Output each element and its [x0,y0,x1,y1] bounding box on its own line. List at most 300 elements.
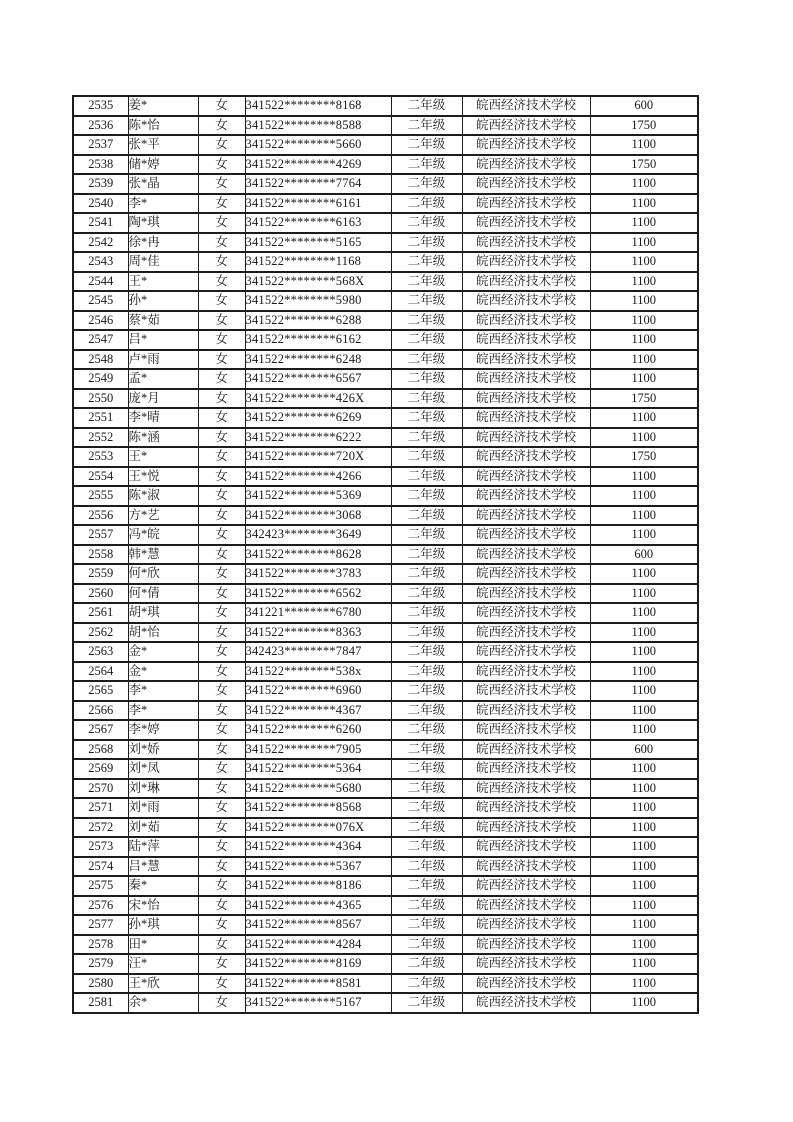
cell-name: 徐*冉 [128,233,198,253]
cell-gender: 女 [198,389,245,409]
cell-serial: 2568 [73,740,128,760]
table-row [73,252,698,272]
cell-id: 341522********4284 [245,935,391,955]
table-row [73,525,698,545]
cell-id: 341522********6163 [245,213,391,233]
cell-amount: 1100 [590,291,698,311]
cell-grade: 二年级 [391,720,462,740]
cell-gender: 女 [198,311,245,331]
cell-id: 341522********3783 [245,564,391,584]
cell-serial: 2541 [73,213,128,233]
cell-amount: 1100 [590,954,698,974]
cell-amount: 1750 [590,389,698,409]
cell-gender: 女 [198,818,245,838]
cell-gender: 女 [198,135,245,155]
cell-id: 341522********6222 [245,428,391,448]
cell-name: 田* [128,935,198,955]
cell-serial: 2580 [73,974,128,994]
cell-id: 341522********6260 [245,720,391,740]
cell-grade: 二年级 [391,681,462,701]
cell-amount: 1100 [590,779,698,799]
cell-name: 陈*淑 [128,486,198,506]
cell-serial: 2558 [73,545,128,565]
cell-gender: 女 [198,330,245,350]
cell-school: 皖西经济技术学校 [462,759,590,779]
cell-gender: 女 [198,662,245,682]
cell-gender: 女 [198,759,245,779]
table-row [73,350,698,370]
cell-name: 王* [128,447,198,467]
cell-id: 341522********568X [245,272,391,292]
cell-grade: 二年级 [391,564,462,584]
cell-name: 余* [128,993,198,1013]
cell-school: 皖西经济技术学校 [462,350,590,370]
cell-name: 孙*琪 [128,915,198,935]
cell-name: 周*佳 [128,252,198,272]
cell-school: 皖西经济技术学校 [462,545,590,565]
cell-serial: 2536 [73,116,128,136]
cell-serial: 2538 [73,155,128,175]
cell-id: 341522********5165 [245,233,391,253]
cell-name: 秦* [128,876,198,896]
cell-serial: 2557 [73,525,128,545]
cell-school: 皖西经济技术学校 [462,272,590,292]
cell-grade: 二年级 [391,233,462,253]
cell-serial: 2535 [73,96,128,116]
cell-id: 342423********7847 [245,642,391,662]
cell-serial: 2567 [73,720,128,740]
table-row [73,935,698,955]
cell-id: 341522********4367 [245,701,391,721]
cell-serial: 2565 [73,681,128,701]
cell-school: 皖西经济技术学校 [462,174,590,194]
cell-amount: 1750 [590,155,698,175]
cell-name: 姜* [128,96,198,116]
cell-grade: 二年级 [391,642,462,662]
cell-gender: 女 [198,194,245,214]
cell-id: 341522********7764 [245,174,391,194]
table-row [73,584,698,604]
cell-school: 皖西经济技术学校 [462,603,590,623]
table-row [73,233,698,253]
table-row [73,428,698,448]
cell-amount: 1100 [590,252,698,272]
cell-gender: 女 [198,96,245,116]
cell-id: 341522********8581 [245,974,391,994]
cell-name: 刘*雨 [128,798,198,818]
cell-amount: 1100 [590,837,698,857]
cell-amount: 600 [590,96,698,116]
cell-school: 皖西经济技术学校 [462,720,590,740]
cell-gender: 女 [198,603,245,623]
cell-school: 皖西经济技术学校 [462,662,590,682]
cell-school: 皖西经济技术学校 [462,135,590,155]
table-row [73,135,698,155]
cell-school: 皖西经济技术学校 [462,857,590,877]
cell-gender: 女 [198,837,245,857]
cell-gender: 女 [198,623,245,643]
cell-amount: 1100 [590,213,698,233]
cell-id: 341522********8628 [245,545,391,565]
cell-name: 金* [128,642,198,662]
cell-name: 韩*慧 [128,545,198,565]
table-row [73,974,698,994]
cell-serial: 2551 [73,408,128,428]
cell-grade: 二年级 [391,447,462,467]
cell-serial: 2561 [73,603,128,623]
cell-grade: 二年级 [391,155,462,175]
cell-amount: 1100 [590,194,698,214]
cell-id: 341522********8567 [245,915,391,935]
cell-name: 王*欣 [128,974,198,994]
cell-gender: 女 [198,116,245,136]
cell-name: 陈*怡 [128,116,198,136]
cell-name: 陈*涵 [128,428,198,448]
table-row [73,564,698,584]
table-row [73,545,698,565]
table-row [73,194,698,214]
cell-amount: 1100 [590,408,698,428]
cell-serial: 2562 [73,623,128,643]
cell-grade: 二年级 [391,252,462,272]
cell-gender: 女 [198,252,245,272]
cell-serial: 2574 [73,857,128,877]
cell-name: 陆*萍 [128,837,198,857]
cell-gender: 女 [198,233,245,253]
cell-id: 341522********7905 [245,740,391,760]
cell-id: 341522********6162 [245,330,391,350]
cell-grade: 二年级 [391,701,462,721]
cell-name: 刘*凤 [128,759,198,779]
cell-grade: 二年级 [391,603,462,623]
cell-gender: 女 [198,350,245,370]
cell-amount: 1100 [590,759,698,779]
cell-school: 皖西经济技术学校 [462,935,590,955]
cell-id: 341522********538x [245,662,391,682]
cell-grade: 二年级 [391,974,462,994]
cell-grade: 二年级 [391,759,462,779]
cell-id: 341522********3068 [245,506,391,526]
table-row [73,311,698,331]
cell-amount: 1100 [590,135,698,155]
cell-school: 皖西经济技术学校 [462,330,590,350]
cell-amount: 1100 [590,798,698,818]
cell-school: 皖西经济技术学校 [462,408,590,428]
table-row [73,96,698,116]
cell-name: 庞*月 [128,389,198,409]
cell-school: 皖西经济技术学校 [462,876,590,896]
table-row [73,915,698,935]
table-row [73,759,698,779]
cell-amount: 1100 [590,720,698,740]
cell-gender: 女 [198,486,245,506]
cell-id: 341522********6161 [245,194,391,214]
table-row [73,330,698,350]
cell-id: 341522********5369 [245,486,391,506]
cell-gender: 女 [198,779,245,799]
cell-id: 341522********8186 [245,876,391,896]
cell-serial: 2563 [73,642,128,662]
cell-amount: 1100 [590,993,698,1013]
cell-id: 341522********8363 [245,623,391,643]
cell-school: 皖西经济技术学校 [462,915,590,935]
cell-serial: 2555 [73,486,128,506]
cell-grade: 二年级 [391,623,462,643]
cell-serial: 2579 [73,954,128,974]
cell-serial: 2577 [73,915,128,935]
cell-amount: 1100 [590,603,698,623]
table-row [73,720,698,740]
cell-gender: 女 [198,584,245,604]
cell-amount: 1100 [590,974,698,994]
cell-id: 341522********076X [245,818,391,838]
cell-serial: 2548 [73,350,128,370]
table-row [73,291,698,311]
cell-school: 皖西经济技术学校 [462,96,590,116]
table-row [73,174,698,194]
cell-school: 皖西经济技术学校 [462,564,590,584]
cell-id: 342423********3649 [245,525,391,545]
cell-id: 341522********4364 [245,837,391,857]
cell-id: 341522********6562 [245,584,391,604]
cell-serial: 2546 [73,311,128,331]
table-row [73,896,698,916]
cell-amount: 600 [590,740,698,760]
cell-serial: 2576 [73,896,128,916]
cell-amount: 1100 [590,818,698,838]
table-row [73,116,698,136]
cell-name: 宋*怡 [128,896,198,916]
cell-grade: 二年级 [391,896,462,916]
table-row [73,857,698,877]
cell-serial: 2559 [73,564,128,584]
cell-id: 341522********5167 [245,993,391,1013]
cell-grade: 二年级 [391,545,462,565]
cell-school: 皖西经济技术学校 [462,642,590,662]
table-body [73,96,698,1013]
cell-amount: 1100 [590,623,698,643]
table-row [73,837,698,857]
cell-id: 341522********5364 [245,759,391,779]
cell-serial: 2581 [73,993,128,1013]
cell-name: 李* [128,194,198,214]
cell-id: 341522********720X [245,447,391,467]
cell-name: 刘*茹 [128,818,198,838]
cell-gender: 女 [198,681,245,701]
cell-name: 李*婷 [128,720,198,740]
cell-serial: 2573 [73,837,128,857]
cell-id: 341522********5980 [245,291,391,311]
cell-name: 吕*慧 [128,857,198,877]
cell-id: 341522********6567 [245,369,391,389]
cell-grade: 二年级 [391,954,462,974]
cell-id: 341522********5367 [245,857,391,877]
cell-grade: 二年级 [391,369,462,389]
cell-name: 刘*娇 [128,740,198,760]
cell-id: 341522********5660 [245,135,391,155]
table-row [73,155,698,175]
cell-name: 陶*琪 [128,213,198,233]
cell-name: 胡*琪 [128,603,198,623]
cell-name: 王* [128,272,198,292]
cell-name: 金* [128,662,198,682]
table-row [73,779,698,799]
cell-name: 孙* [128,291,198,311]
cell-amount: 1100 [590,935,698,955]
cell-school: 皖西经济技术学校 [462,467,590,487]
table-row [73,740,698,760]
cell-serial: 2564 [73,662,128,682]
table-row [73,389,698,409]
cell-name: 方*艺 [128,506,198,526]
cell-serial: 2566 [73,701,128,721]
cell-grade: 二年级 [391,116,462,136]
cell-id: 341221********6780 [245,603,391,623]
cell-serial: 2545 [73,291,128,311]
cell-amount: 1100 [590,681,698,701]
table-row [73,876,698,896]
table-row [73,623,698,643]
cell-grade: 二年级 [391,213,462,233]
cell-gender: 女 [198,174,245,194]
cell-amount: 1100 [590,486,698,506]
table-row [73,798,698,818]
cell-gender: 女 [198,954,245,974]
cell-school: 皖西经济技术学校 [462,252,590,272]
cell-gender: 女 [198,564,245,584]
cell-gender: 女 [198,525,245,545]
cell-id: 341522********8568 [245,798,391,818]
table-row [73,369,698,389]
cell-serial: 2572 [73,818,128,838]
cell-id: 341522********6248 [245,350,391,370]
cell-school: 皖西经济技术学校 [462,837,590,857]
table-row [73,701,698,721]
cell-school: 皖西经济技术学校 [462,779,590,799]
cell-id: 341522********4269 [245,155,391,175]
cell-name: 吕* [128,330,198,350]
cell-amount: 1100 [590,662,698,682]
table-row [73,213,698,233]
cell-gender: 女 [198,720,245,740]
cell-serial: 2560 [73,584,128,604]
cell-grade: 二年级 [391,798,462,818]
cell-school: 皖西经济技术学校 [462,213,590,233]
cell-name: 何*欣 [128,564,198,584]
cell-gender: 女 [198,701,245,721]
cell-grade: 二年级 [391,584,462,604]
cell-school: 皖西经济技术学校 [462,993,590,1013]
cell-amount: 1100 [590,428,698,448]
cell-grade: 二年级 [391,818,462,838]
cell-id: 341522********1168 [245,252,391,272]
cell-grade: 二年级 [391,837,462,857]
cell-school: 皖西经济技术学校 [462,584,590,604]
cell-school: 皖西经济技术学校 [462,369,590,389]
cell-school: 皖西经济技术学校 [462,701,590,721]
cell-serial: 2570 [73,779,128,799]
table-row [73,993,698,1013]
cell-id: 341522********6288 [245,311,391,331]
cell-name: 李*晴 [128,408,198,428]
table-row [73,603,698,623]
cell-name: 王*悦 [128,467,198,487]
cell-school: 皖西经济技术学校 [462,681,590,701]
cell-amount: 1100 [590,915,698,935]
cell-gender: 女 [198,272,245,292]
cell-grade: 二年级 [391,935,462,955]
cell-amount: 1100 [590,896,698,916]
cell-school: 皖西经济技术学校 [462,954,590,974]
cell-amount: 600 [590,545,698,565]
cell-gender: 女 [198,408,245,428]
cell-gender: 女 [198,642,245,662]
cell-serial: 2554 [73,467,128,487]
cell-amount: 1100 [590,330,698,350]
cell-grade: 二年级 [391,291,462,311]
cell-grade: 二年级 [391,194,462,214]
cell-gender: 女 [198,155,245,175]
cell-amount: 1750 [590,116,698,136]
cell-grade: 二年级 [391,857,462,877]
cell-name: 蔡*茹 [128,311,198,331]
cell-amount: 1100 [590,369,698,389]
cell-grade: 二年级 [391,662,462,682]
student-funding-table [72,95,699,1014]
cell-gender: 女 [198,545,245,565]
cell-amount: 1100 [590,233,698,253]
table-row [73,954,698,974]
cell-gender: 女 [198,506,245,526]
cell-id: 341522********8169 [245,954,391,974]
cell-name: 汪* [128,954,198,974]
table-row [73,818,698,838]
cell-id: 341522********8588 [245,116,391,136]
cell-gender: 女 [198,291,245,311]
cell-school: 皖西经济技术学校 [462,116,590,136]
cell-school: 皖西经济技术学校 [462,194,590,214]
cell-amount: 1100 [590,857,698,877]
cell-school: 皖西经济技术学校 [462,311,590,331]
cell-gender: 女 [198,896,245,916]
cell-amount: 1100 [590,174,698,194]
cell-name: 李* [128,681,198,701]
cell-grade: 二年级 [391,525,462,545]
cell-school: 皖西经济技术学校 [462,291,590,311]
cell-gender: 女 [198,857,245,877]
table-row [73,486,698,506]
cell-gender: 女 [198,428,245,448]
cell-grade: 二年级 [391,330,462,350]
cell-grade: 二年级 [391,506,462,526]
cell-school: 皖西经济技术学校 [462,428,590,448]
cell-school: 皖西经济技术学校 [462,896,590,916]
cell-school: 皖西经济技术学校 [462,233,590,253]
cell-grade: 二年级 [391,779,462,799]
cell-name: 何*倩 [128,584,198,604]
cell-grade: 二年级 [391,428,462,448]
cell-serial: 2550 [73,389,128,409]
cell-gender: 女 [198,993,245,1013]
cell-grade: 二年级 [391,272,462,292]
cell-amount: 1100 [590,642,698,662]
cell-id: 341522********5680 [245,779,391,799]
cell-grade: 二年级 [391,467,462,487]
table-row [73,681,698,701]
cell-id: 341522********4365 [245,896,391,916]
cell-serial: 2571 [73,798,128,818]
cell-amount: 1100 [590,564,698,584]
